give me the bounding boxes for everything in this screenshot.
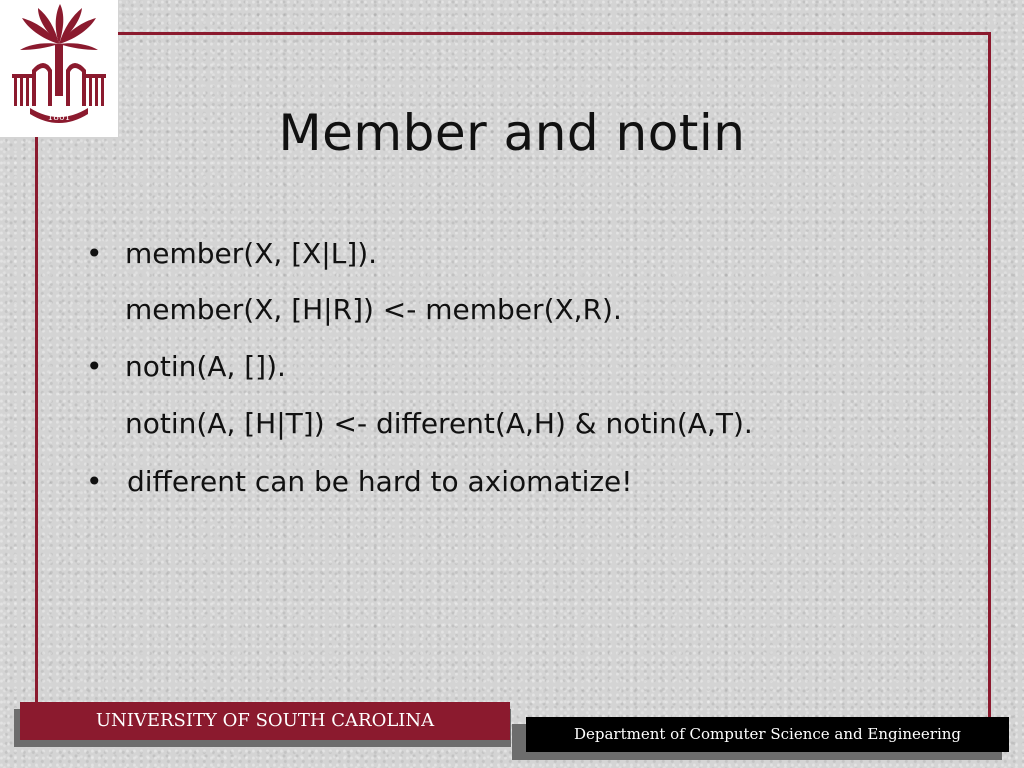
footer-university: UNIVERSITY OF SOUTH CAROLINA — [20, 702, 510, 740]
logo-year: 1801 — [47, 113, 71, 123]
bullet-3: • — [86, 350, 103, 383]
content-line-3: notin(A, []). — [125, 350, 286, 383]
content-line-1: member(X, [X|L]). — [125, 237, 378, 270]
frame-left-line — [35, 137, 38, 709]
content-line-2: member(X, [H|R]) <- member(X,R). — [125, 293, 622, 326]
content-line-4: notin(A, [H|T]) <- different(A,H) & notin(A,T). — [125, 407, 753, 440]
slide-title: Member and notin — [278, 104, 746, 162]
bullet-1: • — [86, 237, 103, 270]
content-line-5: different can be hard to axiomatize! — [127, 465, 633, 498]
bullet-5: • — [86, 465, 103, 498]
frame-top-line — [118, 32, 991, 35]
footer-department: Department of Computer Science and Engineering — [526, 717, 1009, 752]
